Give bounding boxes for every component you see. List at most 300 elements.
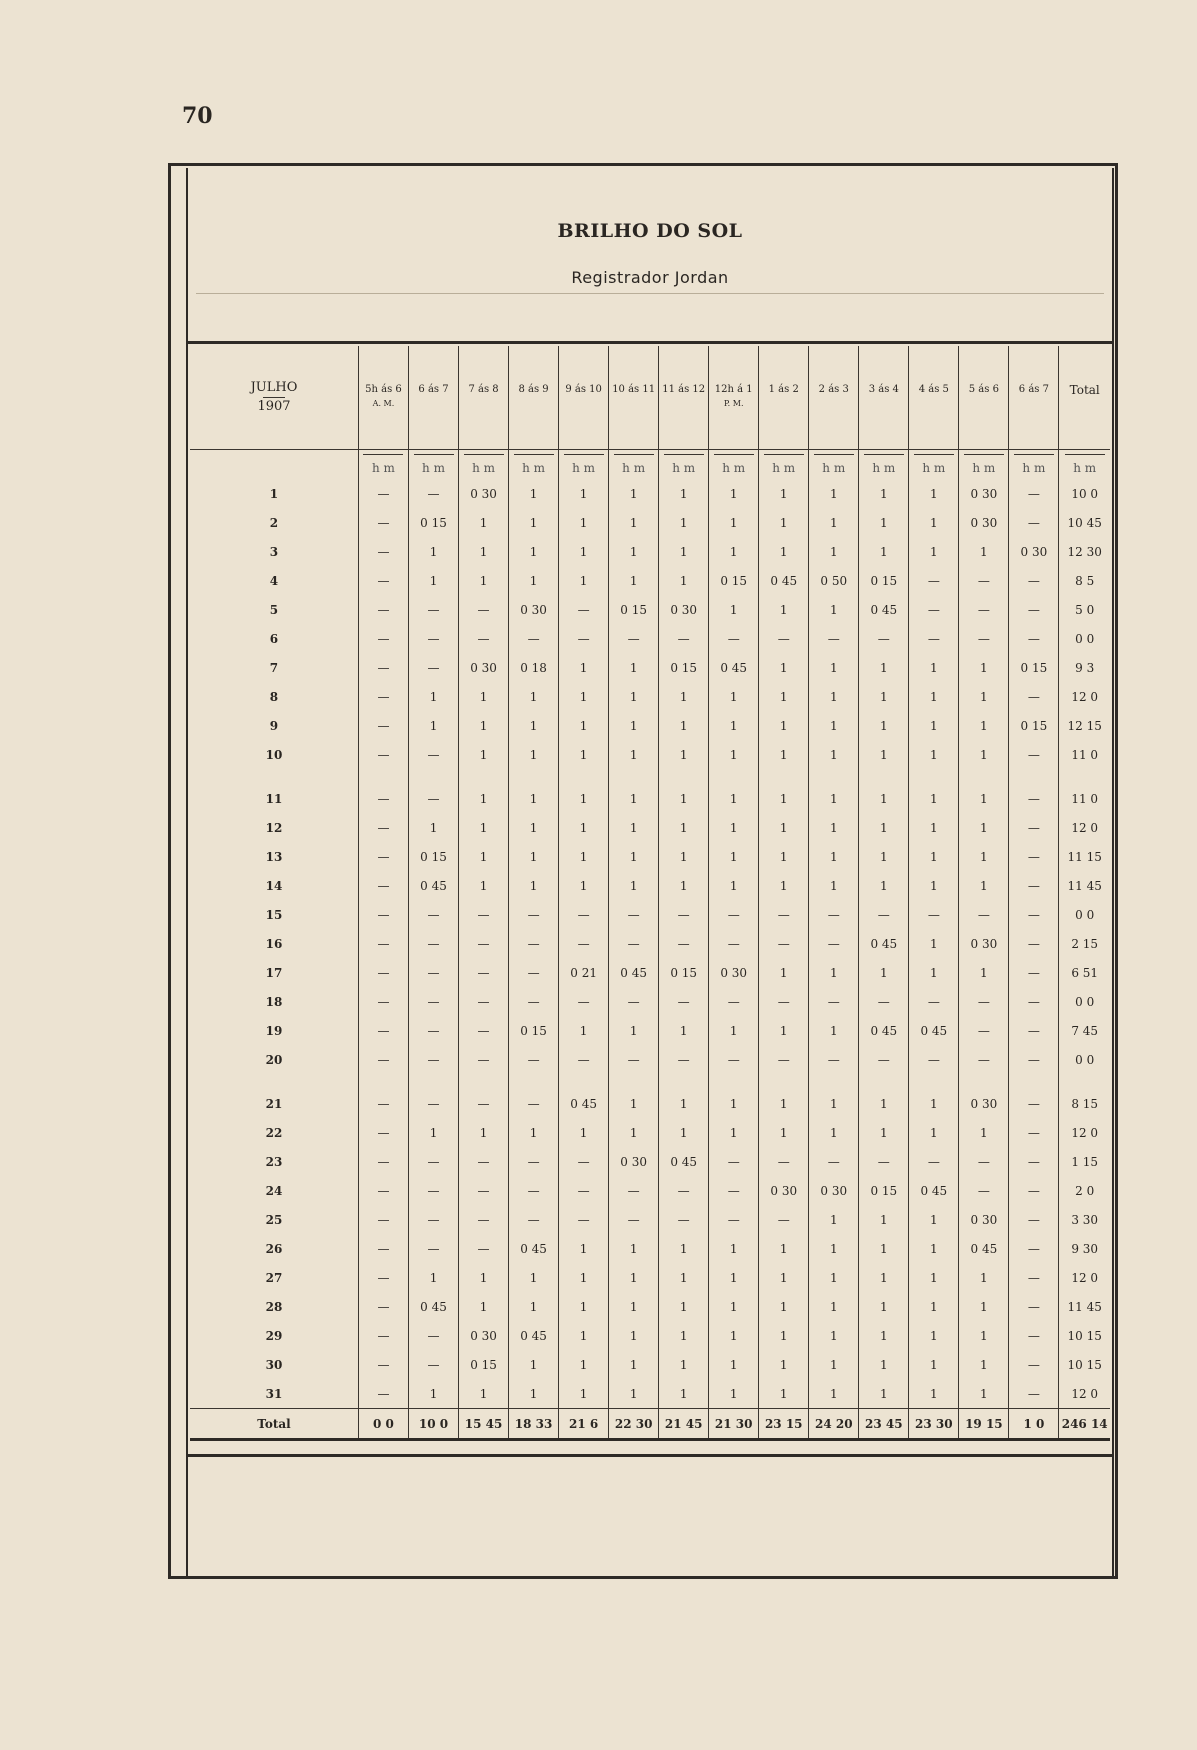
- value-cell: —: [659, 1176, 709, 1205]
- value-cell: 1: [809, 1350, 859, 1379]
- value-cell: 1: [559, 682, 609, 711]
- value-cell: 1: [809, 1205, 859, 1234]
- gap-cell: [190, 1074, 358, 1089]
- value-cell: 1: [609, 1089, 659, 1118]
- value-cell: 1: [509, 871, 559, 900]
- table-row: [190, 537, 1110, 566]
- value-cell: —: [909, 987, 959, 1016]
- value-cell: 1: [659, 740, 709, 769]
- value-cell: 1: [759, 1292, 809, 1321]
- value-cell: 1: [709, 711, 759, 740]
- value-cell: 1: [659, 711, 709, 740]
- value-cell: 1: [909, 508, 959, 537]
- value-cell: 1: [659, 537, 709, 566]
- value-cell: 1: [709, 508, 759, 537]
- column-header-sublabel: [609, 399, 658, 411]
- value-cell: 0 15: [659, 958, 709, 987]
- value-cell: 1: [909, 711, 959, 740]
- table-title: BRILHO DO SOL: [557, 220, 743, 242]
- table-row: [190, 813, 1110, 842]
- value-cell: —: [509, 624, 559, 653]
- value-cell: 1: [659, 871, 709, 900]
- value-cell: 1: [659, 1263, 709, 1292]
- value-cell: 1: [709, 842, 759, 871]
- value-cell: —: [609, 929, 659, 958]
- value-cell: 1: [459, 813, 509, 842]
- value-cell: —: [859, 900, 909, 929]
- value-cell: 1: [559, 711, 609, 740]
- value-cell: —: [358, 1292, 408, 1321]
- value-cell: 1: [909, 1263, 959, 1292]
- column-header: [709, 346, 759, 450]
- table-row: [190, 929, 1110, 958]
- value-cell: 1: [509, 537, 559, 566]
- value-cell: 1: [959, 1350, 1009, 1379]
- column-header-label: 5h ás 6: [365, 384, 402, 395]
- value-cell: —: [709, 1045, 759, 1074]
- value-cell: —: [1009, 1234, 1059, 1263]
- row-total-cell: 12 0: [1059, 1118, 1110, 1147]
- value-cell: —: [509, 987, 559, 1016]
- value-cell: 1: [759, 711, 809, 740]
- value-cell: —: [959, 1045, 1009, 1074]
- gap-cell: [559, 1074, 609, 1089]
- day-cell: 26: [265, 1241, 283, 1256]
- table-row: [190, 1147, 1110, 1176]
- value-cell: 1: [609, 566, 659, 595]
- value-cell: —: [959, 987, 1009, 1016]
- value-cell: —: [509, 1205, 559, 1234]
- value-cell: 1: [609, 682, 659, 711]
- gap-cell: [190, 769, 358, 784]
- value-cell: 1: [509, 566, 559, 595]
- day-cell: 2: [269, 515, 279, 530]
- day-cell: 13: [265, 849, 283, 864]
- table-row: [190, 958, 1110, 987]
- value-cell: 1: [609, 740, 659, 769]
- column-header: [459, 346, 509, 450]
- column-header-label: 3 ás 4: [868, 384, 899, 395]
- table-row: [190, 653, 1110, 682]
- value-cell: —: [459, 987, 509, 1016]
- column-total-cell: 21 45: [659, 1409, 709, 1440]
- value-cell: —: [1009, 1263, 1059, 1292]
- row-total-cell: 2 15: [1059, 929, 1110, 958]
- value-cell: —: [959, 566, 1009, 595]
- value-cell: 1: [459, 682, 509, 711]
- day-cell: 30: [265, 1357, 283, 1372]
- value-cell: —: [759, 1205, 809, 1234]
- value-cell: —: [358, 653, 408, 682]
- value-cell: —: [909, 1147, 959, 1176]
- value-cell: 1: [809, 813, 859, 842]
- value-cell: —: [559, 1205, 609, 1234]
- value-cell: —: [409, 1147, 459, 1176]
- unit-label: h m: [1065, 454, 1105, 475]
- value-cell: 0 21: [559, 958, 609, 987]
- value-cell: 1: [459, 871, 509, 900]
- gap-cell: [609, 769, 659, 784]
- unit-label: h m: [764, 454, 804, 475]
- value-cell: 0 15: [859, 566, 909, 595]
- value-cell: 1: [709, 813, 759, 842]
- value-cell: 1: [459, 537, 509, 566]
- day-cell: 20: [265, 1052, 283, 1067]
- value-cell: 1: [809, 682, 859, 711]
- value-cell: 1: [959, 682, 1009, 711]
- value-cell: 1: [709, 1263, 759, 1292]
- value-cell: 1: [909, 929, 959, 958]
- value-cell: —: [409, 1321, 459, 1350]
- value-cell: —: [358, 958, 408, 987]
- row-total-cell: 9 30: [1059, 1234, 1110, 1263]
- unit-cell: [358, 450, 408, 480]
- row-total-cell: 10 15: [1059, 1321, 1110, 1350]
- day-cell: 19: [265, 1023, 283, 1038]
- table-row: [190, 1205, 1110, 1234]
- value-cell: 0 45: [909, 1176, 959, 1205]
- value-cell: —: [659, 1045, 709, 1074]
- day-cell: 22: [265, 1125, 283, 1140]
- value-cell: —: [909, 1045, 959, 1074]
- value-cell: —: [1009, 1147, 1059, 1176]
- value-cell: 1: [659, 813, 709, 842]
- value-cell: —: [358, 900, 408, 929]
- value-cell: —: [709, 987, 759, 1016]
- table-row: [190, 1118, 1110, 1147]
- value-cell: —: [409, 479, 459, 508]
- value-cell: 1: [609, 871, 659, 900]
- value-cell: 1: [809, 508, 859, 537]
- value-cell: —: [559, 929, 609, 958]
- gap-cell: [358, 1074, 408, 1089]
- row-total-cell: 0 0: [1059, 987, 1110, 1016]
- value-cell: 1: [909, 958, 959, 987]
- row-total-cell: 10 15: [1059, 1350, 1110, 1379]
- value-cell: —: [509, 958, 559, 987]
- row-total-cell: 12 0: [1059, 813, 1110, 842]
- value-cell: 1: [859, 1263, 909, 1292]
- unit-cell: [459, 450, 509, 480]
- value-cell: —: [659, 900, 709, 929]
- value-cell: 1: [509, 1292, 559, 1321]
- row-total-cell: 3 30: [1059, 1205, 1110, 1234]
- unit-cell: [759, 450, 809, 480]
- value-cell: 1: [409, 682, 459, 711]
- value-cell: 1: [659, 508, 709, 537]
- value-cell: —: [409, 740, 459, 769]
- value-cell: —: [559, 595, 609, 624]
- column-header: [358, 346, 408, 450]
- value-cell: 0 30: [959, 1089, 1009, 1118]
- unit-cell: [859, 450, 909, 480]
- value-cell: 0 45: [559, 1089, 609, 1118]
- column-header: [959, 346, 1009, 450]
- table-row: [190, 479, 1110, 508]
- gap-cell: [959, 1074, 1009, 1089]
- row-total-cell: 0 0: [1059, 1045, 1110, 1074]
- row-total-cell: 11 0: [1059, 740, 1110, 769]
- value-cell: 1: [609, 813, 659, 842]
- value-cell: —: [659, 987, 709, 1016]
- month-header: [190, 346, 358, 450]
- column-header-sublabel: [409, 399, 458, 411]
- value-cell: 1: [809, 595, 859, 624]
- gap-cell: [659, 769, 709, 784]
- row-total-cell: 12 0: [1059, 1263, 1110, 1292]
- value-cell: 1: [959, 842, 1009, 871]
- value-cell: 1: [709, 682, 759, 711]
- column-total-cell: 246 14: [1059, 1409, 1110, 1440]
- unit-cell: [409, 450, 459, 480]
- unit-label: h m: [414, 454, 454, 475]
- value-cell: 1: [809, 1118, 859, 1147]
- value-cell: 1: [759, 479, 809, 508]
- value-cell: —: [409, 624, 459, 653]
- value-cell: 1: [709, 1234, 759, 1263]
- value-cell: —: [358, 1147, 408, 1176]
- value-cell: —: [1009, 784, 1059, 813]
- day-cell: 11: [265, 791, 283, 806]
- value-cell: 0 30: [959, 1205, 1009, 1234]
- row-total-cell: 7 45: [1059, 1016, 1110, 1045]
- value-cell: 1: [759, 1379, 809, 1409]
- gap-cell: [1009, 1074, 1059, 1089]
- unit-label: h m: [964, 454, 1004, 475]
- value-cell: —: [1009, 740, 1059, 769]
- value-cell: —: [1009, 1379, 1059, 1409]
- value-cell: 1: [659, 784, 709, 813]
- gap-cell: [959, 769, 1009, 784]
- value-cell: 0 45: [859, 929, 909, 958]
- value-cell: —: [559, 624, 609, 653]
- value-cell: —: [659, 1205, 709, 1234]
- table-row: [190, 842, 1110, 871]
- value-cell: —: [1009, 1045, 1059, 1074]
- gap-cell: [909, 769, 959, 784]
- value-cell: 0 15: [1009, 653, 1059, 682]
- value-cell: 1: [709, 537, 759, 566]
- value-cell: 1: [709, 871, 759, 900]
- column-header: [559, 346, 609, 450]
- value-cell: —: [759, 1147, 809, 1176]
- value-cell: —: [459, 1016, 509, 1045]
- value-cell: 1: [859, 740, 909, 769]
- gap-cell: [1059, 769, 1110, 784]
- value-cell: —: [358, 624, 408, 653]
- value-cell: —: [709, 1147, 759, 1176]
- value-cell: —: [358, 842, 408, 871]
- value-cell: —: [409, 1205, 459, 1234]
- column-total-cell: 1 0: [1009, 1409, 1059, 1440]
- value-cell: 1: [609, 1263, 659, 1292]
- total-label: Total: [190, 1409, 358, 1440]
- value-cell: 1: [759, 1263, 809, 1292]
- row-total-cell: 2 0: [1059, 1176, 1110, 1205]
- value-cell: 1: [909, 784, 959, 813]
- day-cell: 8: [269, 689, 279, 704]
- value-cell: —: [959, 1016, 1009, 1045]
- unit-cell: [809, 450, 859, 480]
- value-cell: —: [509, 900, 559, 929]
- month-divider: [263, 397, 285, 398]
- table-row: [190, 566, 1110, 595]
- value-cell: 0 15: [609, 595, 659, 624]
- gap-cell: [1009, 769, 1059, 784]
- value-cell: 1: [909, 682, 959, 711]
- value-cell: —: [759, 929, 809, 958]
- column-total-cell: 22 30: [609, 1409, 659, 1440]
- value-cell: 1: [859, 1379, 909, 1409]
- value-cell: 1: [459, 784, 509, 813]
- row-total-cell: 1 15: [1059, 1147, 1110, 1176]
- value-cell: 1: [709, 784, 759, 813]
- value-cell: 0 30: [509, 595, 559, 624]
- day-cell: 12: [265, 820, 283, 835]
- value-cell: —: [909, 595, 959, 624]
- unit-label: h m: [864, 454, 904, 475]
- value-cell: 1: [509, 479, 559, 508]
- value-cell: 1: [859, 537, 909, 566]
- value-cell: —: [1009, 1321, 1059, 1350]
- table-row: [190, 1379, 1110, 1409]
- value-cell: —: [1009, 871, 1059, 900]
- value-cell: 1: [909, 479, 959, 508]
- value-cell: —: [409, 595, 459, 624]
- value-cell: —: [358, 508, 408, 537]
- value-cell: 1: [859, 842, 909, 871]
- value-cell: 1: [759, 1016, 809, 1045]
- value-cell: —: [909, 900, 959, 929]
- column-total-cell: 23 30: [909, 1409, 959, 1440]
- table-row: [190, 900, 1110, 929]
- unit-cell: [659, 450, 709, 480]
- value-cell: 1: [409, 1118, 459, 1147]
- unit-label: h m: [914, 454, 954, 475]
- row-total-cell: 8 5: [1059, 566, 1110, 595]
- value-cell: 1: [759, 537, 809, 566]
- value-cell: —: [709, 900, 759, 929]
- row-total-cell: 0 0: [1059, 624, 1110, 653]
- gap-cell: [409, 1074, 459, 1089]
- column-header-label: 7 ás 8: [468, 384, 499, 395]
- column-header-label: Total: [1069, 382, 1100, 397]
- unit-row: [190, 450, 1110, 480]
- value-cell: 1: [609, 784, 659, 813]
- year-label: 1907: [257, 399, 291, 414]
- row-total-cell: 0 0: [1059, 900, 1110, 929]
- value-cell: 1: [909, 1350, 959, 1379]
- column-total-cell: 10 0: [409, 1409, 459, 1440]
- value-cell: —: [909, 624, 959, 653]
- value-cell: —: [1009, 624, 1059, 653]
- value-cell: —: [409, 958, 459, 987]
- value-cell: 1: [659, 842, 709, 871]
- row-total-cell: 12 0: [1059, 1379, 1110, 1409]
- value-cell: —: [459, 1147, 509, 1176]
- table-row: [190, 1045, 1110, 1074]
- value-cell: 1: [459, 508, 509, 537]
- value-cell: 1: [659, 682, 709, 711]
- value-cell: —: [358, 566, 408, 595]
- value-cell: 1: [509, 682, 559, 711]
- column-header-sublabel: [809, 399, 858, 411]
- value-cell: 1: [959, 740, 1009, 769]
- value-cell: —: [409, 929, 459, 958]
- value-cell: 1: [909, 740, 959, 769]
- value-cell: 1: [509, 813, 559, 842]
- value-cell: 1: [559, 508, 609, 537]
- value-cell: 1: [809, 871, 859, 900]
- value-cell: —: [1009, 1292, 1059, 1321]
- row-total-cell: 12 30: [1059, 537, 1110, 566]
- value-cell: 1: [909, 871, 959, 900]
- value-cell: 1: [859, 1321, 909, 1350]
- day-cell: 28: [265, 1299, 283, 1314]
- day-cell: 23: [265, 1154, 283, 1169]
- value-cell: 1: [459, 566, 509, 595]
- row-total-cell: 12 0: [1059, 682, 1110, 711]
- value-cell: —: [358, 537, 408, 566]
- column-header-sublabel: P. M.: [723, 399, 744, 408]
- gap-cell: [609, 1074, 659, 1089]
- value-cell: —: [759, 900, 809, 929]
- value-cell: 1: [609, 653, 659, 682]
- value-cell: 1: [909, 537, 959, 566]
- table-row: [190, 682, 1110, 711]
- value-cell: —: [809, 987, 859, 1016]
- value-cell: —: [409, 1089, 459, 1118]
- value-cell: 1: [659, 479, 709, 508]
- unit-label: h m: [363, 454, 403, 475]
- value-cell: 1: [709, 1350, 759, 1379]
- value-cell: —: [459, 1045, 509, 1074]
- value-cell: —: [358, 479, 408, 508]
- day-cell: 14: [265, 878, 283, 893]
- value-cell: —: [358, 711, 408, 740]
- value-cell: 1: [509, 1379, 559, 1409]
- value-cell: 1: [759, 595, 809, 624]
- value-cell: 1: [509, 784, 559, 813]
- column-header: [809, 346, 859, 450]
- table-body: [190, 450, 1110, 1440]
- value-cell: —: [809, 1147, 859, 1176]
- row-total-cell: 10 0: [1059, 479, 1110, 508]
- value-cell: 1: [859, 1118, 909, 1147]
- page-number: 70: [182, 103, 213, 129]
- value-cell: 1: [509, 1350, 559, 1379]
- unit-label: h m: [464, 454, 504, 475]
- column-header-sublabel: [1009, 399, 1058, 411]
- unit-cell: [1059, 450, 1110, 480]
- table-row: [190, 508, 1110, 537]
- value-cell: 1: [559, 479, 609, 508]
- column-header-sublabel: [459, 399, 508, 411]
- value-cell: —: [609, 1205, 659, 1234]
- gap-cell: [809, 769, 859, 784]
- value-cell: 1: [559, 1118, 609, 1147]
- day-cell: 5: [269, 602, 279, 617]
- gap-cell: [659, 1074, 709, 1089]
- value-cell: 1: [659, 1379, 709, 1409]
- value-cell: 1: [659, 1016, 709, 1045]
- value-cell: 1: [609, 1379, 659, 1409]
- value-cell: —: [1009, 566, 1059, 595]
- value-cell: —: [709, 1176, 759, 1205]
- value-cell: 1: [959, 537, 1009, 566]
- value-cell: 1: [459, 1379, 509, 1409]
- header-rule: [196, 293, 1104, 294]
